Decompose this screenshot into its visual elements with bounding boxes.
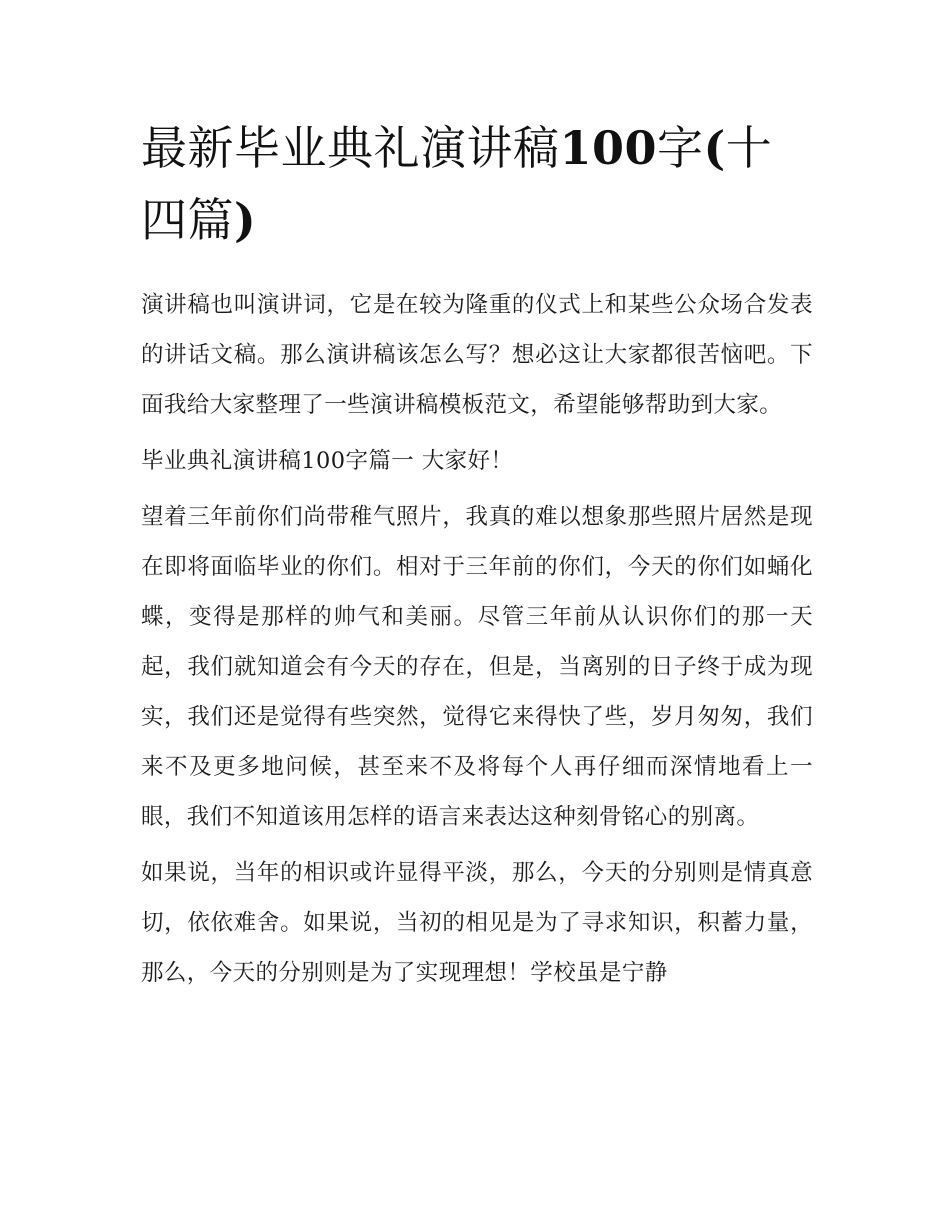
document-body [141,112,813,1004]
document-title: 最新毕业典礼演讲稿100字(十四篇) [141,121,773,247]
body-paragraph: 望着三年前你们尚带稚气照片，我真的难以想象那些照片居然是现在即将面临毕业的你们。相对于三年前的你们，今天的你们如蛹化蝶，变得是那样的帅气和美丽。尽管三年前从认识你们的那一天起，我们就知道会有今天的存在，但是，当离别的日子终于成为现实，我们还是觉得有些突然，觉得它来得快了些，岁月匆匆，我们来不及更多地问候，甚至来不及将每个人再仔细而深情地看上一眼，我们不知道该用怎样的语言来表达这种刻骨铭心的别离。 [141,504,813,830]
body-paragraph: 如果说，当年的相识或许显得平淡，那么，今天的分别则是情真意切，依依难舍。如果说，当初的相见是为了寻求知识，积蓄力量，那么，今天的分别则是为了实现理想！学校虽是宁静 [141,860,813,986]
title-latin-run: ) [234,193,257,247]
title-latin-run: 100 [559,121,658,175]
title-latin-run: ( [703,121,726,175]
intro-paragraph: 演讲稿也叫演讲词，它是在较为隆重的仪式上和某些公众场合发表的讲话文稿。那么演讲稿该怎么写？想必这让大家都很苦恼吧。下面我给大家整理了一些演讲稿模板范文，希望能够帮助到大家。 [141,292,813,418]
section-heading-paragraph: 毕业典礼演讲稿100字篇一 大家好！ [141,448,514,474]
